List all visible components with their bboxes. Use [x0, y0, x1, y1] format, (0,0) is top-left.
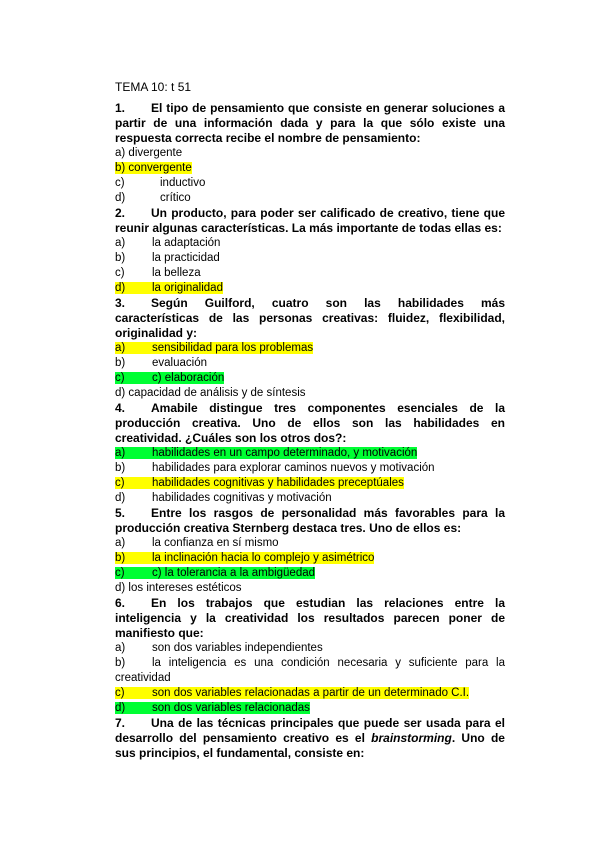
option-5b: b) la inclinación hacia lo complejo y asimétrico [115, 552, 375, 564]
question-1: 1. El tipo de pensamiento que consiste en generar soluciones a partir de una información dada y para la que sólo existe una respuesta correcta recibe el nombre de pensamiento: [115, 101, 505, 145]
option-2b: b) la practicidad [115, 252, 220, 264]
option-6a: a) son dos variables independientes [115, 642, 323, 654]
option-2d: d) la originalidad [115, 282, 223, 294]
option-4a: a) habilidades en un campo determinado, y motivación [115, 447, 418, 459]
option-4d: d) habilidades cognitivas y motivación [115, 492, 332, 504]
option-5a: a) la confianza en sí mismo [115, 537, 279, 549]
option-2a: a) la adaptación [115, 237, 221, 249]
option-3b: b) evaluación [115, 357, 207, 369]
option-1c: c) inductivo [115, 177, 206, 189]
question-4: 4. Amabile distingue tres componentes esenciales de la producción creativa. Uno de ellos son las habilidades en creatividad. ¿Cuáles son los otros dos?: [115, 401, 505, 445]
option-6b: b) la inteligencia es una condición necesaria y suficiente para la creatividad [115, 657, 505, 684]
option-5c: c) c) la tolerancia a la ambigüedad [115, 567, 316, 579]
option-3d: d) capacidad de análisis y de síntesis [115, 387, 306, 399]
option-1d: d) crítico [115, 192, 191, 204]
option-1b: b) convergente [115, 162, 192, 174]
question-3: 3. Según Guilford, cuatro son las habilidades más características de las personas creativas: fluidez, flexibilidad, originalidad y: [115, 296, 505, 340]
option-6c: c) son dos variables relacionadas a partir de un determinado C.I. [115, 687, 470, 699]
option-3c: c) c) elaboración [115, 372, 225, 384]
question-5: 5. Entre los rasgos de personalidad más favorables para la producción creativa Sternberg destaca tres. Uno de ellos es: [115, 506, 505, 535]
option-4c: c) habilidades cognitivas y habilidades preceptúales [115, 477, 404, 489]
option-2c: c) la belleza [115, 267, 201, 279]
question-7: 7. Una de las técnicas principales que puede ser usada para el desarrollo del pensamiento creativo es el brainstorming. Uno de sus principios, el fundamental, consiste en: [115, 716, 505, 760]
question-6: 6. En los trabajos que estudian las relaciones entre la inteligencia y la creatividad los resultados parecen poner de manifiesto que: [115, 596, 505, 640]
option-6d: d) son dos variables relacionadas [115, 702, 310, 714]
question-2: 2. Un producto, para poder ser calificado de creativo, tiene que reunir algunas características. La más importante de todas ellas es: [115, 206, 505, 235]
document-page [115, 80, 505, 761]
page-title: TEMA 10: t 51 [115, 80, 192, 94]
option-3a: a) sensibilidad para los problemas [115, 342, 314, 354]
option-4b: b) habilidades para explorar caminos nuevos y motivación [115, 462, 435, 474]
option-5d: d) los intereses estéticos [115, 582, 242, 594]
option-1a: a) divergente [115, 147, 183, 159]
